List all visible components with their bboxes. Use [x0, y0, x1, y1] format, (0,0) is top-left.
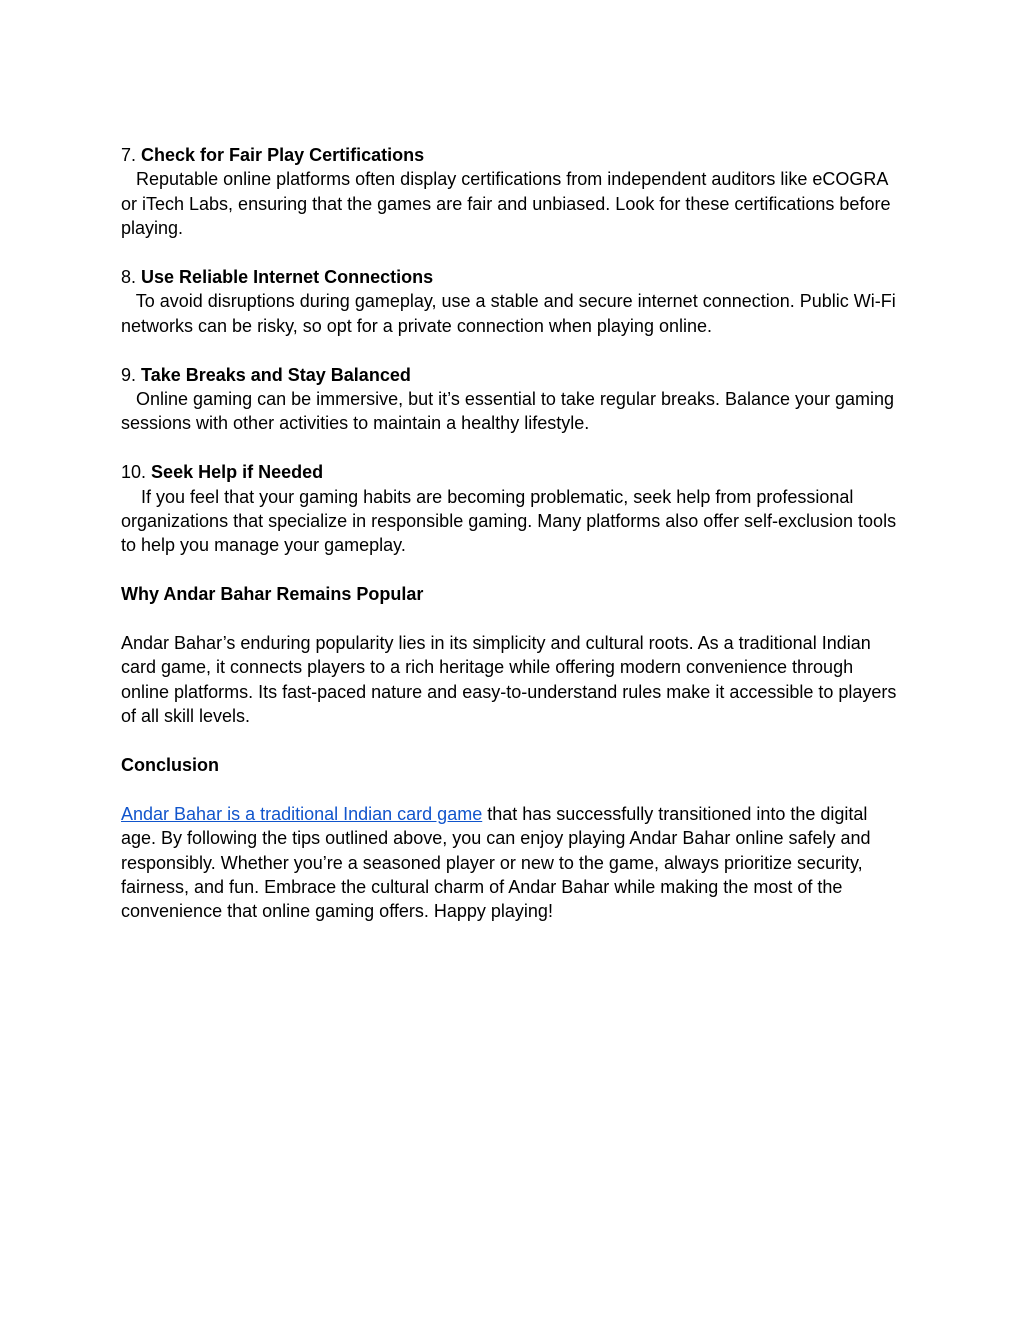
tip-body-text: To avoid disruptions during gameplay, use a stable and secure internet connection. Public Wi-Fi networks can be risky, so opt for a private connection when playing online. — [121, 291, 896, 336]
tip-title — [121, 460, 901, 484]
tip-body — [121, 485, 901, 558]
tip-body — [121, 387, 901, 436]
document-page — [121, 143, 901, 948]
tip-heading: Check for Fair Play Certifications — [141, 145, 425, 165]
tip-title — [121, 265, 901, 289]
popular-paragraph: Andar Bahar’s enduring popularity lies in its simplicity and cultural roots. As a traditional Indian card game, it connects players to a rich heritage while offering modern convenience through online platforms. Its fast-paced nature and easy-to-understand rules make it accessible to players of all skill levels. — [121, 633, 897, 727]
tip-heading: Take Breaks and Stay Balanced — [141, 364, 411, 385]
andar-bahar-link[interactable]: Andar Bahar is a traditional Indian card game — [121, 803, 483, 824]
tip-heading: Use Reliable Internet Connections — [141, 267, 434, 288]
tip-8 — [121, 265, 901, 338]
tip-body-text: Online gaming can be immersive, but it’s essential to take regular breaks. Balance your gaming sessions with other activities to maintain a healthy lifestyle. — [121, 389, 895, 434]
conclusion-text: that has successfully transitioned into the digital age. By following the tips outlined above, you can enjoy playing Andar Bahar online safely and responsibly. Whether you’re a seasoned player or new to the game, always prioritize security, fairness, and fun. Embrace the cultural charm of Andar Bahar while making the most of the convenience that online gaming offers. Happy playing! — [121, 803, 871, 922]
tip-number: 7. — [121, 145, 137, 165]
tip-9 — [121, 363, 901, 436]
tip-heading: Seek Help if Needed — [151, 462, 324, 483]
tip-number: 9. — [121, 364, 137, 385]
tip-number: 10. — [121, 462, 147, 483]
tip-body — [121, 289, 901, 338]
conclusion-paragraph — [121, 802, 901, 924]
section-heading-popular: Why Andar Bahar Remains Popular — [121, 584, 424, 605]
tip-7 — [121, 143, 901, 241]
tip-title — [121, 143, 901, 167]
tip-body — [121, 167, 901, 240]
section-heading-conclusion: Conclusion — [121, 755, 219, 776]
tip-body-text: If you feel that your gaming habits are becoming problematic, seek help from professional organizations that specialize in responsible gaming. Many platforms also offer self-exclusion tools to help you manage your gameplay. — [121, 486, 897, 556]
tip-title — [121, 363, 901, 387]
tip-number: 8. — [121, 267, 137, 288]
tip-body-text: Reputable online platforms often display certifications from independent auditors like eCOGRA or iTech Labs, ensuring that the games are fair and unbiased. Look for these certifications before playing. — [121, 169, 891, 239]
tip-10 — [121, 460, 901, 558]
